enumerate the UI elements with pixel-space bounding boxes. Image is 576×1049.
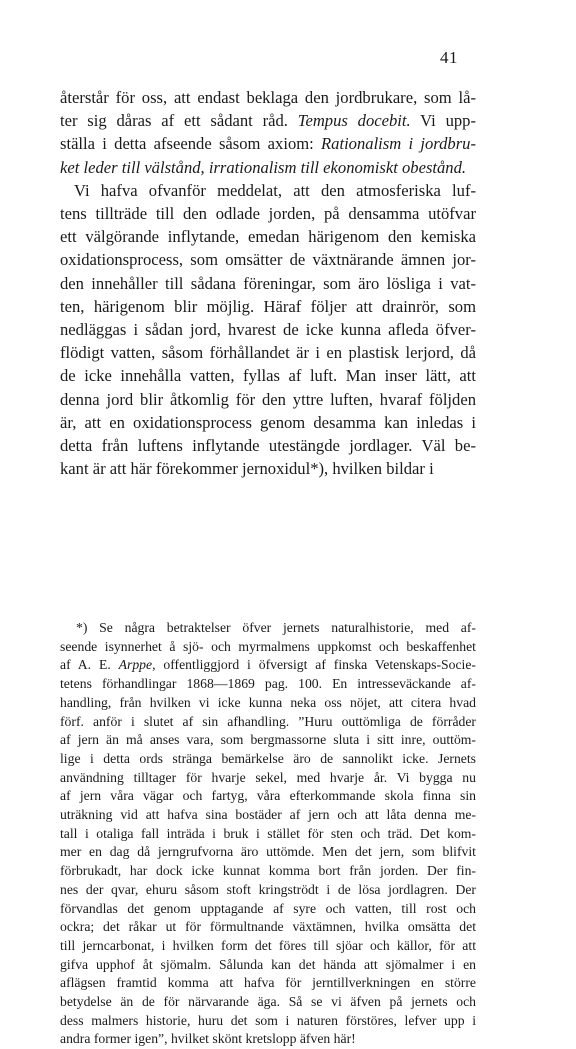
text-line: detta från luftens inflytande utestängde jordlager. Väl be- — [60, 436, 476, 456]
main-text-block — [60, 86, 476, 480]
footnote-line: till jerncarbonat, i hvilken form det föres till sjöar och källor, för att — [60, 937, 476, 953]
footnote-line: användning tilltager för hvarje sekel, med hvarje år. Vi bygga nu — [60, 769, 476, 785]
footnote-line: nes der qvar, ehuru såsom stoft kringströdt i de lösa jordlagren. Der — [60, 881, 476, 897]
text-line: ett välgörande inflytande, emedan härigenom den kemiska — [60, 227, 476, 247]
footnote-line: tall i otaliga fall inträda i bruk i stället för sten och träd. Det kom- — [60, 825, 476, 841]
text-line: kant är att här förekommer jernoxidul*), hvilken bildar i — [60, 459, 434, 479]
footnote-line: förf. anför i slutet af sin afhandling. ”Huru outtömliga de förråder — [60, 713, 476, 729]
footnote-segment: af A. E. — [60, 657, 119, 673]
emphasis-latin: Tempus docebit. — [297, 111, 411, 131]
text-line — [60, 156, 476, 179]
text-line: de icke innehålla vatten, fyllas af luft. Man inser lätt, att — [60, 366, 476, 386]
footnote-line: af jern än må anses vara, som bergmassorne sluta i sitt inre, outtöm- — [60, 732, 476, 748]
footnote-line: andra former igen”, hvilket skönt kretslopp äfven här! — [60, 1031, 356, 1047]
footnote-line: förbrukadt, har dock icke kunnat komma bort från jorden. Der fin- — [60, 863, 476, 879]
text-line: denna jord blir åtkomlig för den yttre luften, hvaraf följden — [60, 389, 476, 409]
text-line: Vi hafva ofvanför meddelat, att den atmosferiska luf- — [74, 180, 476, 200]
footnote-line: lige i detta ords stränga bemärkelse äro de sannolikt icke. Jernets — [60, 750, 476, 766]
footnote-line: förvandlas det genom upptagande af syre och vatten, till rost och — [60, 900, 476, 916]
text-segment: Vi upp- — [410, 111, 476, 131]
footnote-line: aflägsen framtid komma att hafva för jerntillverkningen en större — [60, 975, 476, 991]
footnote-line — [60, 656, 476, 675]
footnote-line: dess malmers historie, huru det som i naturen förstöres, lefver upp i — [60, 1012, 476, 1028]
footnote-line: handling, från hvilken vi icke kunna neka oss nöjet, att citera hvad — [60, 694, 476, 710]
footnote-line: af jern våra vägar och fartyg, våra efterkommande skola finna sin — [60, 788, 476, 804]
text-line — [60, 109, 476, 132]
emphasis-axiom-cont: ket leder till välstånd, irrationalism till ekonomiskt obestånd. — [60, 157, 467, 177]
footnote-block — [60, 619, 476, 1049]
footnote-line: uträkning vid att hafva sina bostäder af jern och att låta denna me- — [60, 807, 476, 823]
footnote-line: *) Se några betraktelser öfver jernets naturalhistorie, med af- — [76, 620, 476, 635]
text-segment: ställa i detta afseende såsom axiom: — [60, 134, 322, 154]
footnote-line: mer en dag då jerngrufvorna äro uttömde. Men det jern, som blifvit — [60, 844, 476, 860]
text-line: den innehåller till sådana föreningar, som äro lösliga i vat- — [60, 273, 476, 293]
text-line: oxidationsprocess, som omsätter de växtnärande ämnen jor- — [60, 250, 476, 270]
text-line: flödigt vatten, såsom förhållandet är i en plastisk lerjord, då — [60, 343, 476, 363]
footnote-line: tetens förhandlingar 1868—1869 pag. 100. En intresseväckande af- — [60, 676, 476, 692]
footnote-line: ockra; det råkar ut för förmultnande växtämnen, hvilka omsätta det — [60, 919, 476, 935]
text-line — [60, 132, 476, 155]
footnote-line: seende isynnerhet å sjö- och myrmalmens uppkomst och beskaffenhet — [60, 638, 476, 654]
emphasis-axiom: Rationalism i jordbru- — [321, 134, 476, 154]
text-line: är, att en oxidationsprocess genom desamma kan inledas i — [60, 412, 476, 432]
page-number: 41 — [440, 48, 458, 67]
footnote-line: gifva upphof åt sjömalm. Sålunda kan det hända att sjömalmer i en — [60, 956, 476, 972]
text-line: ten, härigenom blir möjlig. Häraf följer att drainrör, som — [60, 296, 476, 316]
footnote-line: betydelse än de för närvarande äga. Så se vi äfven på jernets och — [60, 994, 476, 1010]
text-line: nedläggas i sådan jord, hvarest de icke kunna afleda öfver- — [60, 320, 476, 340]
text-line: återstår för oss, att endast beklaga den jordbrukare, som lå- — [60, 88, 476, 107]
footnote-segment: , offentliggjord i öfversigt af finska Vetenskaps-Socie- — [152, 657, 476, 673]
text-segment: ter sig dåras af ett sådant råd. — [60, 111, 298, 131]
author-name: Arppe — [118, 657, 153, 673]
text-line: tens tillträde till den odlade jorden, på densamma utöfvar — [60, 204, 476, 224]
